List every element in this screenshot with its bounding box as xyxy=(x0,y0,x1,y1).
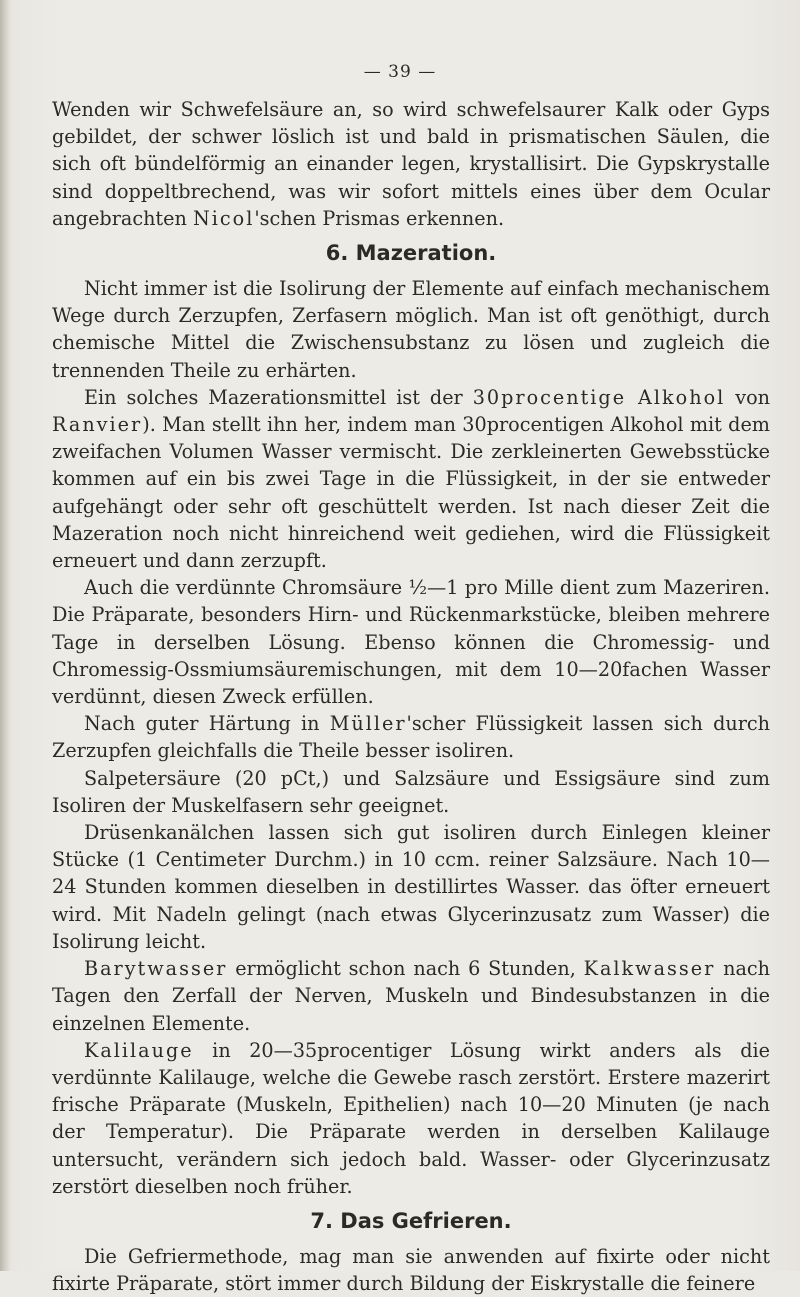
s6-paragraph-3: Auch die verdünnte Chromsäure ½—1 pro Mille dient zum Mazeriren. Die Präparate, besonders Hirn- und Rückenmarkstücke, bleiben mehrere Tage in derselben Lösung. Ebenso können die Chromessig- und Chromessig-Ossmiumsäuremischungen, mit dem 10—20fachen Wasser verdünnt, diesen Zweck erfüllen. xyxy=(52,576,770,709)
s6-paragraph-4 xyxy=(52,710,770,764)
intro-name: Nicol xyxy=(192,206,255,230)
section-7-heading: 7. Das Gefrieren. xyxy=(310,1208,512,1233)
page-gutter-shadow xyxy=(0,0,10,1271)
s6-p7-term2: Kalkwasser xyxy=(583,957,716,981)
s6-p7-b: nach Tagen den Zerfall der Nerven, Muskeln und Bindesubstanzen in die einzelnen Elemente. xyxy=(52,957,770,1035)
s6-p4-b: 'scher Flüssigkeit lassen sich durch Zerzupfen gleichfalls die Theile besser isoliren. xyxy=(52,712,771,763)
s6-paragraph-6: Drüsenkanälchen lassen sich gut isoliren durch Einlegen kleiner Stücke (1 Centimeter Durchm.) in 10 ccm. reiner Salzsäure. Nach 10—24 Stunden kommen dieselben in destillirtes Wasser. das öfter erneuert wird. Mit Nadeln gelingt (nach etwas Glycerinzusatz zum Wasser) die Isolirung leicht. xyxy=(52,821,770,953)
s6-p7-term1: Barytwasser xyxy=(84,957,228,981)
s6-p2-c: ). Man stellt ihn her, indem man 30procentigen Alkohol mit dem zweifachen Volumen Wasser vermischt. Die zerkleinerten Gewebsstücke kommen auf ein bis zwei Tage in die Flüssigkeit, in der sie entweder aufgehängt oder sehr oft geschüttelt werden. Ist nach dieser Zeit die Mazeration noch nicht hinreichend weit gediehen, wird die Flüssigkeit erneuert und dann zerzupft. xyxy=(52,413,770,573)
s6-paragraph-5: Salpetersäure (20 pCt,) und Salzsäure und Essigsäure sind zum Isoliren der Muskelfasern sehr geeignet. xyxy=(52,766,770,817)
s6-p8-a: in 20—35procentiger Lösung wirkt anders als die verdünnte Kalilauge, welche die Gewebe rasch zerstört. Erstere mazerirt frische Präparate (Muskeln, Epithelien) nach 10—20 Minuten (je nach der Temperatur). Die Präparate werden in derselben Kalilauge untersucht, verändern sich jedoch bald. Wasser- oder Glycerinzusatz zerstört dieselben noch früher. xyxy=(52,1038,770,1198)
page-number: — 39 — xyxy=(363,62,437,82)
s6-paragraph-1: Nicht immer ist die Isolirung der Elemente auf einfach mechanischem Wege durch Zerzupfen, Zerfasern möglich. Man ist oft genöthigt, durch chemische Mittel die Zwischensubstanz zu lösen und zugleich die trennenden Theile zu erhärten. xyxy=(52,277,770,382)
intro-paragraph xyxy=(52,96,770,232)
intro-tail: 'schen Prismas erkennen. xyxy=(254,206,505,230)
page-body xyxy=(52,96,770,1297)
s6-paragraph-7 xyxy=(52,955,770,1037)
s6-p2-b: von xyxy=(725,385,770,409)
s6-p2-name: Ranvier xyxy=(52,413,143,437)
s6-p4-name: Müller xyxy=(329,712,407,736)
s6-p4-a: Nach guter Härtung in xyxy=(84,712,330,736)
s6-p2-term: 30procentige Alkohol xyxy=(472,385,726,409)
s6-p8-term: Kalilauge xyxy=(84,1038,194,1062)
s6-paragraph-8 xyxy=(52,1037,770,1200)
intro-text: Wenden wir Schwefelsäure an, so wird schwefelsaurer Kalk oder Gyps gebildet, der schwer löslich ist und bald in prismatischen Säulen, die sich oft bündelförmig an einander legen, krystallisirt. Die Gypskrystalle sind doppeltbrechend, was wir sofort mittels eines über dem Ocular angebrachten xyxy=(52,98,770,230)
s6-paragraph-2 xyxy=(52,384,770,574)
section-6-heading: 6. Mazeration. xyxy=(325,241,497,266)
s6-p7-a: ermöglicht schon nach 6 Stunden, xyxy=(227,957,584,981)
s6-p2-a: Ein solches Mazerationsmittel ist der xyxy=(84,385,473,409)
s7-paragraph-1: Die Gefriermethode, mag man sie anwenden auf fixirte oder nicht fixirte Präparate, stört immer durch Bildung der Eiskrystalle die feinere xyxy=(52,1244,770,1296)
